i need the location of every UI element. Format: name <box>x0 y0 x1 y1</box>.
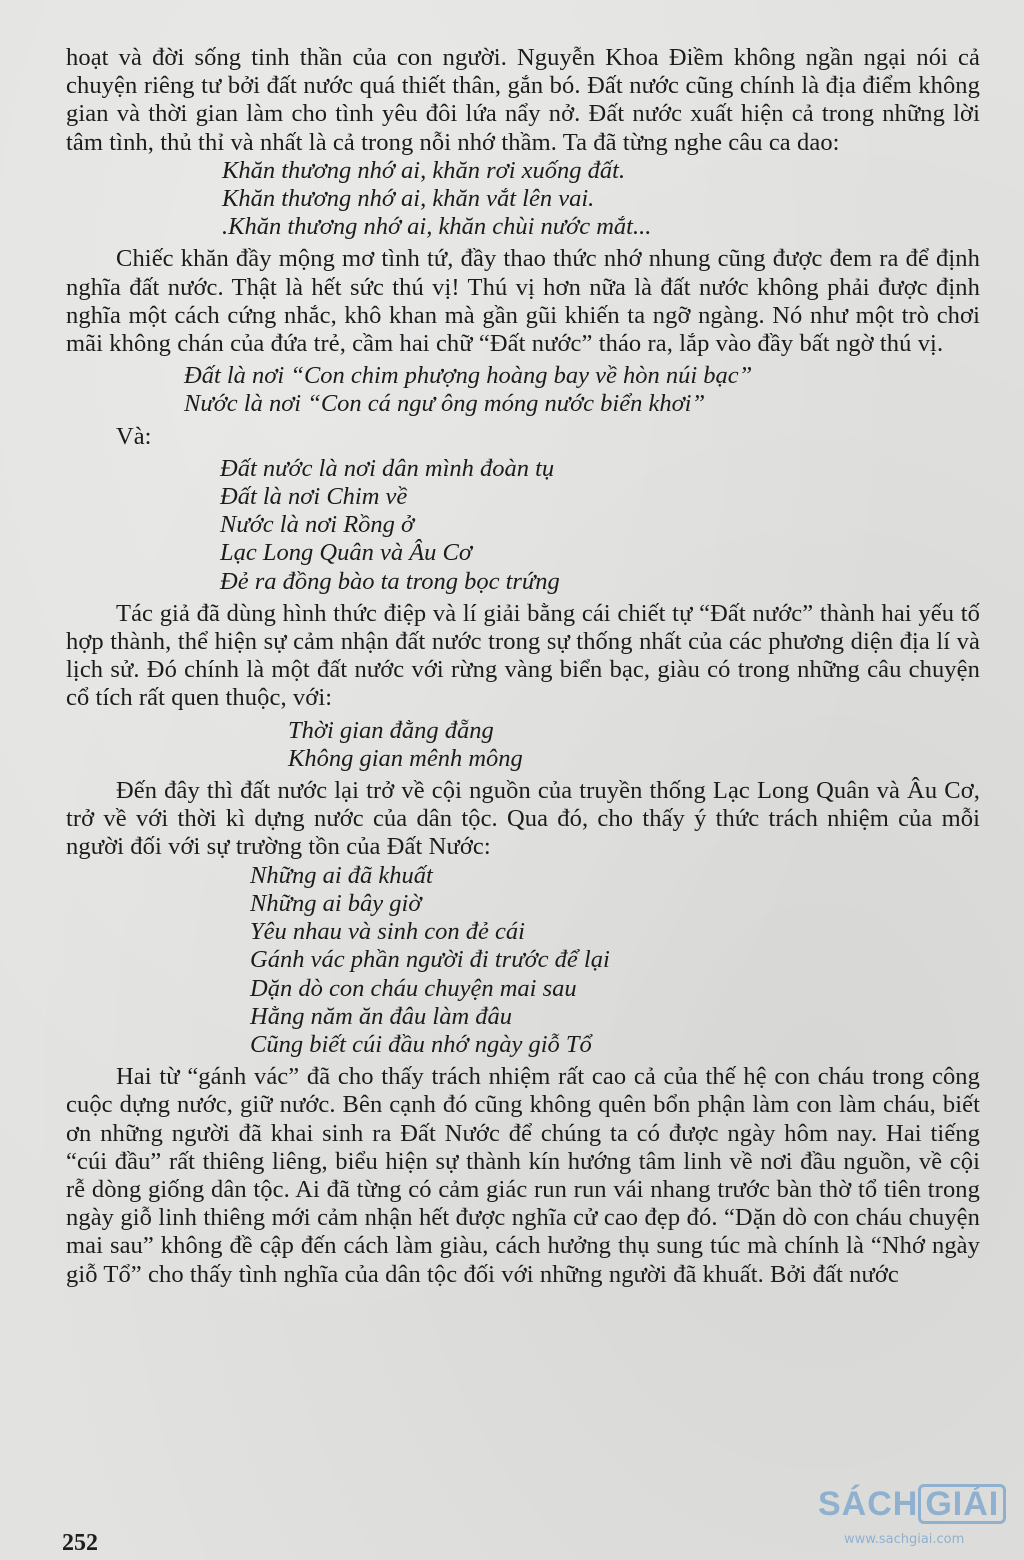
verse-khan-thuong <box>66 157 980 242</box>
verse-line: Không gian mênh mông <box>288 744 523 772</box>
verse-dat-la-noi <box>66 362 980 418</box>
verse-line: Đất là nơi Chim về <box>220 483 408 511</box>
verse-line: Thời gian đằng đẵng <box>288 716 494 744</box>
verse-line: Gánh vác phần người đi trước để lại <box>250 946 610 974</box>
verse-line: Đẻ ra đồng bào ta trong bọc trứng <box>220 567 560 595</box>
verse-line: Dặn dò con cháu chuyện mai sau <box>250 974 577 1002</box>
verse-line: Lạc Long Quân và Âu Cơ <box>220 539 472 567</box>
verse-line: Nước là nơi “Con cá ngư ông móng nước biển khơi” <box>184 390 706 418</box>
verse-line: Khăn thương nhớ ai, khăn rơi xuống đất. <box>222 156 626 184</box>
watermark-url: www.sachgiai.com <box>844 1532 965 1547</box>
watermark-brand-left: SÁCH <box>818 1485 919 1523</box>
paragraph-ganh-vac: Hai từ “gánh vác” đã cho thấy trách nhiệm rất cao cả của thế hệ con cháu trong công cuộc dựng nước, giữ nước. Bên cạnh đó cũng không quên bổn phận làm con làm cháu, biết ơn những người đã khai sinh ra Đất Nước để chúng ta có được ngày hôm nay. Hai tiếng “cúi đầu” rất thiêng liêng, biểu hiện sự thành kín hướng tâm linh về nơi đầu nguồn, về cội rễ dòng giống dân tộc. Ai đã từng có cảm giác run run vái nhang trước bàn thờ tổ tiên trong ngày giỗ linh thiêng mới cảm nhận hết được nghĩa cử cao đẹp đó. “Dặn dò con cháu chuyện mai sau” không đề cập đến cách làm giàu, cách hưởng thụ sung túc mà chính là “Nhớ ngày giỗ Tổ” cho thấy tình nghĩa của dân tộc đối với những người đã khuất. Bởi đất nước <box>66 1063 980 1288</box>
paragraph-intro: hoạt và đời sống tinh thần của con người. Nguyễn Khoa Điềm không ngần ngại nói cả chuyện riêng tư bởi đất nước quá thiết thân, gắn bó. Đất nước cũng chính là địa điểm không gian và thời gian làm cho tình yêu đôi lứa nẩy nở. Đất nước xuất hiện cả trong những lời tâm tình, thủ thỉ và nhất là cả trong nỗi nhớ thầm. Ta đã từng nghe câu ca dao: <box>66 44 980 156</box>
and-label: Và: <box>116 422 152 450</box>
page-body <box>66 44 980 1289</box>
verse-line: Nước là nơi Rồng ở <box>220 511 415 539</box>
verse-line: Cũng biết cúi đầu nhớ ngày giỗ Tổ <box>250 1030 592 1058</box>
verse-nhung-ai <box>66 862 980 1059</box>
verse-line: Những ai bây giờ <box>250 889 422 917</box>
verse-line: Đất nước là nơi dân mình đoàn tụ <box>220 454 555 482</box>
paragraph-chiec-khan: Chiếc khăn đầy mộng mơ tình tứ, đầy thao thức nhớ nhung cũng được đem ra để định nghĩa đất nước. Thật là hết sức thú vị! Thú vị hơn nữa là đất nước không phải được định nghĩa một cách cứng nhắc, khô khan mà gần gũi khiến ta ngỡ ngàng. Nó như một trò chơi mãi không chán của đứa trẻ, cầm hai chữ “Đất nước” tháo ra, lắp vào đầy bất ngờ thú vị. <box>66 245 980 358</box>
verse-line: Đất là nơi “Con chim phượng hoàng bay về hòn núi bạc” <box>184 362 753 390</box>
paragraph-coi-nguon: Đến đây thì đất nước lại trở về cội nguồn của truyền thống Lạc Long Quân và Âu Cơ, trở về với thời kì dựng nước của dân tộc. Qua đó, cho thấy ý thức trách nhiệm của mỗi người đối với sự trường tồn của Đất Nước: <box>66 777 980 861</box>
verse-line: Yêu nhau và sinh con đẻ cái <box>250 918 525 946</box>
verse-line: Những ai đã khuất <box>250 861 433 889</box>
verse-line: .Khăn thương nhớ ai, khăn chùi nước mắt... <box>222 213 652 241</box>
sachgiai-watermark <box>818 1484 1018 1556</box>
verse-thoi-gian <box>66 717 980 773</box>
page-number: 252 <box>62 1530 98 1556</box>
verse-dat-nuoc-la-noi <box>66 455 980 596</box>
watermark-logo <box>818 1484 1006 1524</box>
verse-line: Khăn thương nhớ ai, khăn vắt lên vai. <box>222 185 595 213</box>
watermark-brand-right: GIẢI <box>918 1484 1006 1524</box>
verse-line: Hằng năm ăn đâu làm đâu <box>250 1002 513 1030</box>
paragraph-chiet-tu: Tác giả đã dùng hình thức điệp và lí giải bằng cái chiết tự “Đất nước” thành hai yếu tố hợp thành, thể hiện sự cảm nhận đất nước trong sự thống nhất của các phương diện địa lí và lịch sử. Đó chính là một đất nước với rừng vàng biển bạc, giàu có trong những câu chuyện cổ tích rất quen thuộc, với: <box>66 599 980 712</box>
